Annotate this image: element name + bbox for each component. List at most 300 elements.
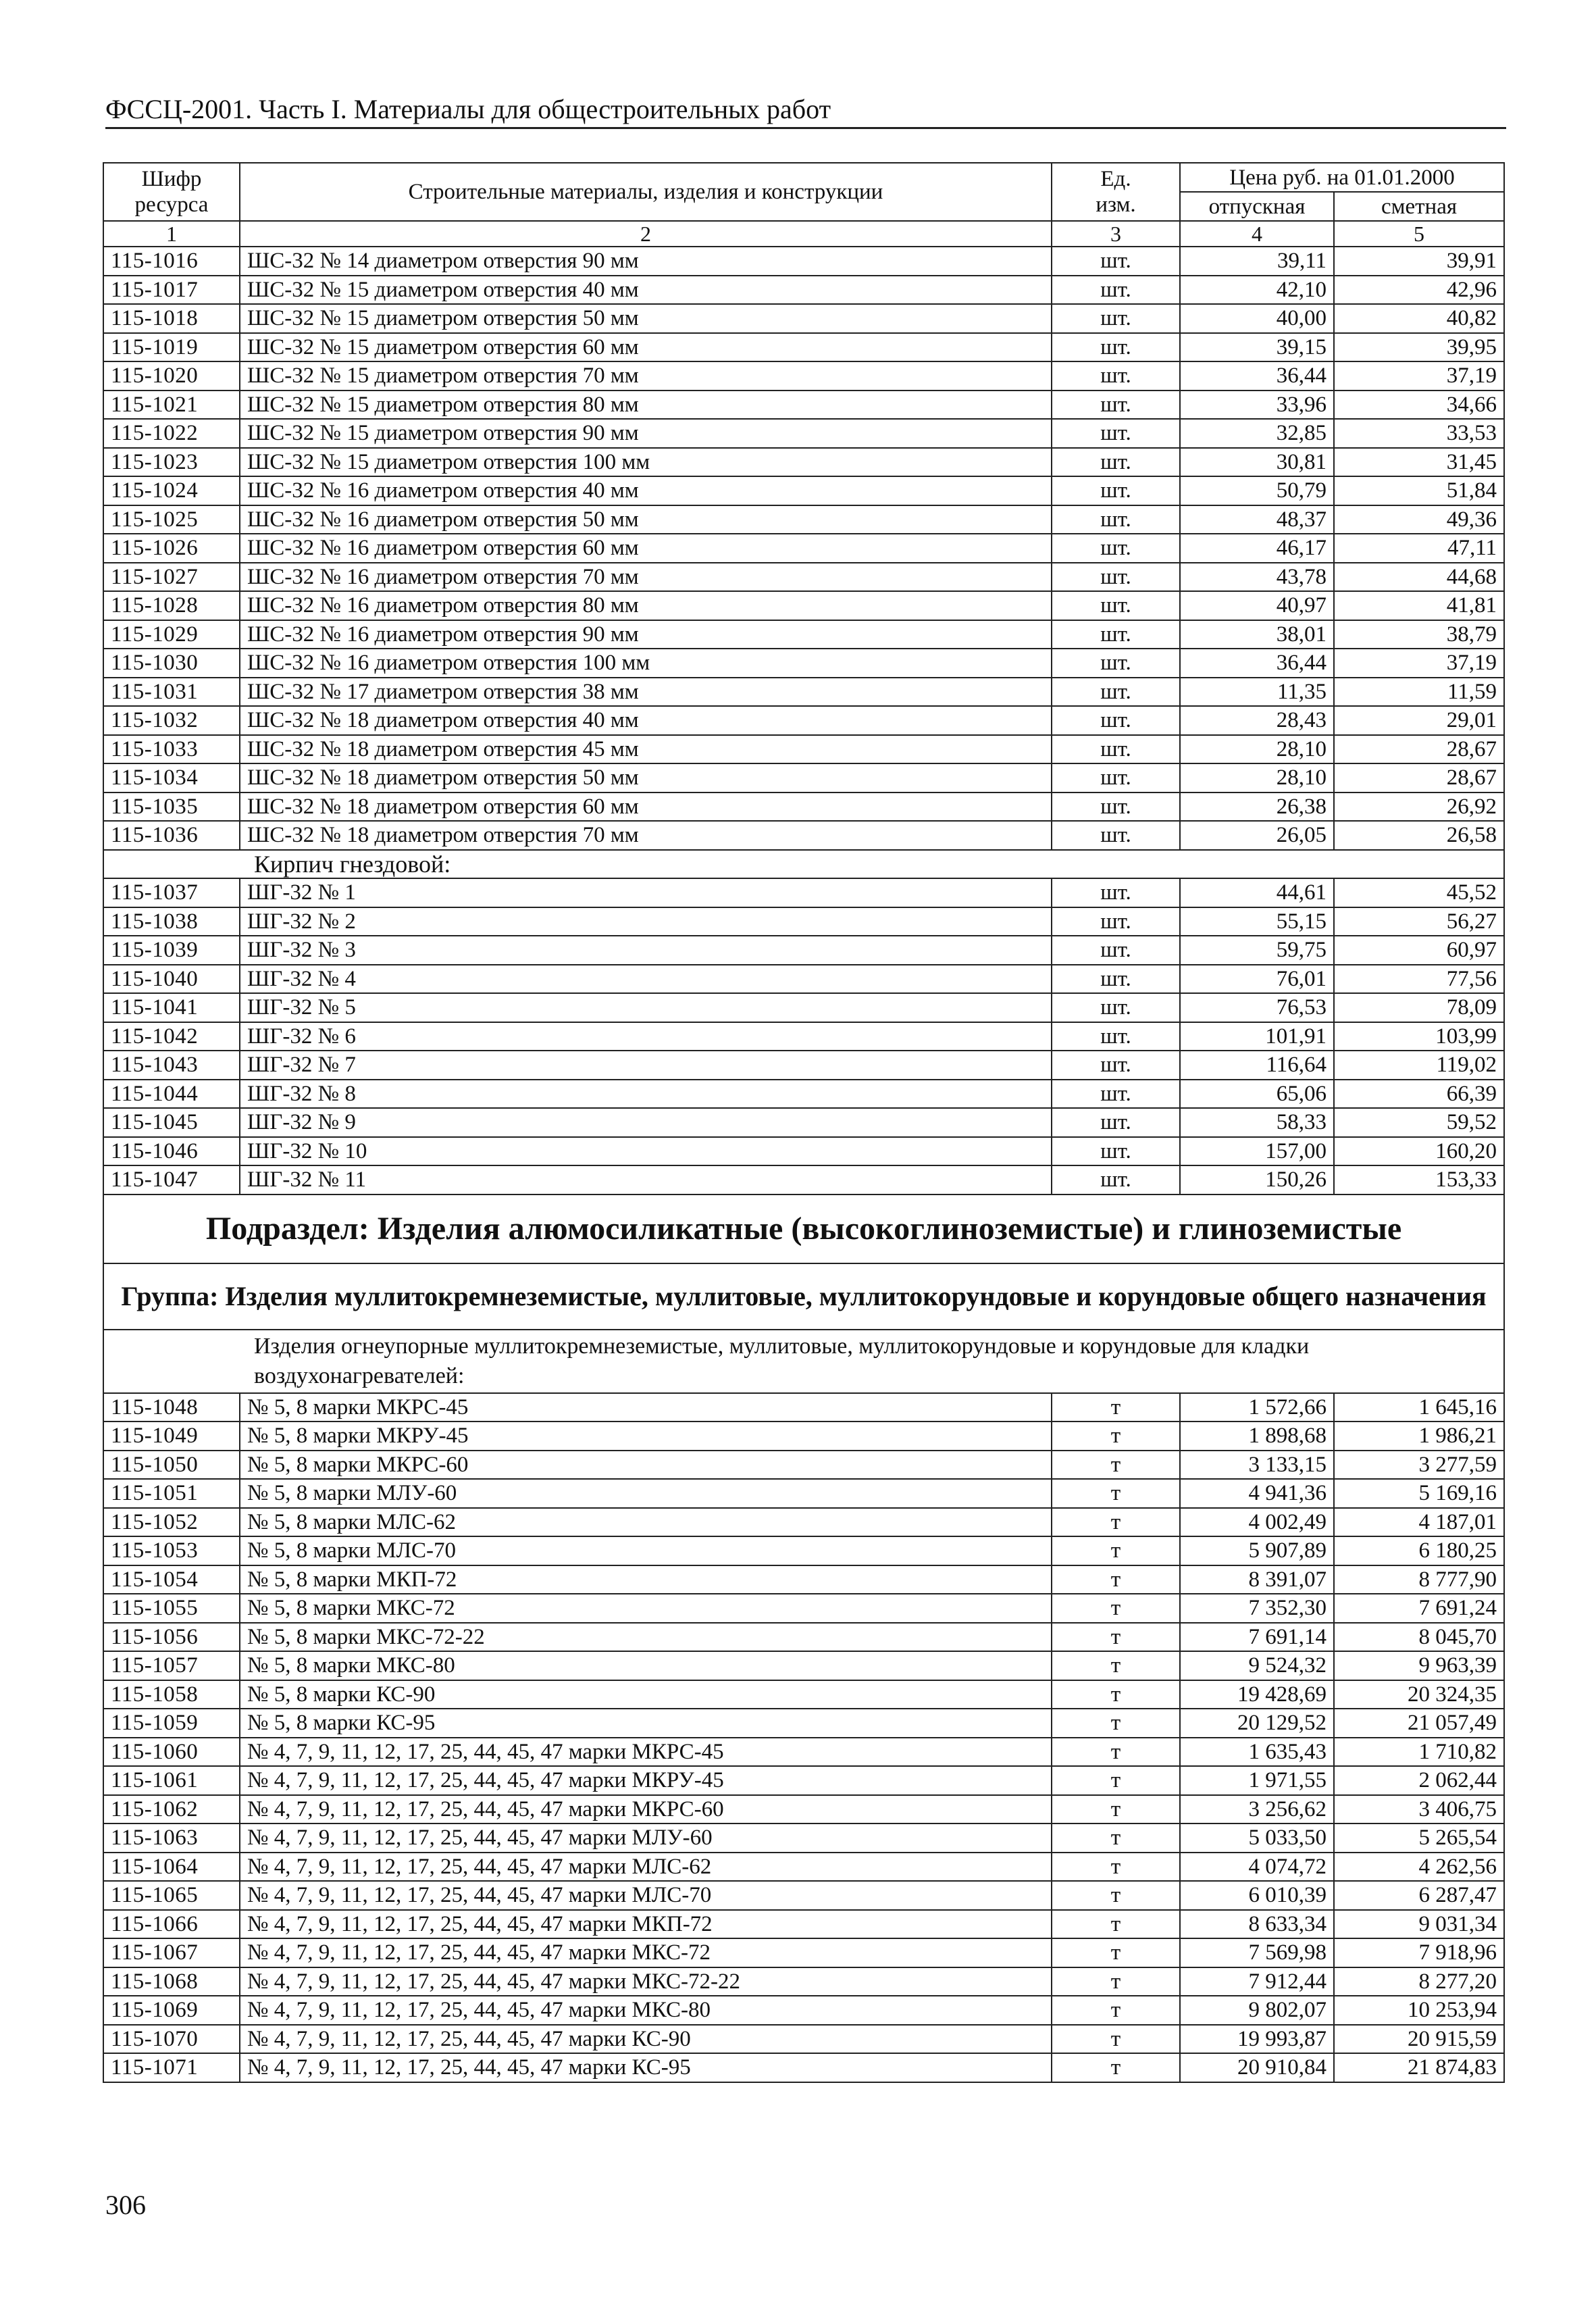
- cell-estimate-price: 29,01: [1334, 706, 1504, 735]
- cell-release-price: 36,44: [1180, 649, 1334, 678]
- cell-name: ШС-32 № 16 диаметром отверстия 40 мм: [240, 476, 1052, 505]
- cell-code: 115-1033: [103, 735, 240, 764]
- cell-name: № 4, 7, 9, 11, 12, 17, 25, 44, 45, 47 марки МЛС-70: [240, 1881, 1052, 1910]
- table-row: [103, 361, 1504, 391]
- cell-code: 115-1057: [103, 1651, 240, 1680]
- cell-name: ШС-32 № 15 диаметром отверстия 50 мм: [240, 304, 1052, 333]
- cell-estimate-price: 34,66: [1334, 391, 1504, 420]
- cell-unit: шт.: [1052, 1022, 1180, 1051]
- cell-code: 115-1025: [103, 505, 240, 534]
- cell-release-price: 39,15: [1180, 333, 1334, 362]
- col-unit-header: Ед. изм.: [1052, 163, 1180, 221]
- cell-release-price: 26,38: [1180, 793, 1334, 822]
- cell-estimate-price: 39,91: [1334, 247, 1504, 276]
- cell-name: ШС-32 № 16 диаметром отверстия 100 мм: [240, 649, 1052, 678]
- cell-release-price: 19 993,87: [1180, 2025, 1334, 2054]
- cell-estimate-price: 42,96: [1334, 276, 1504, 305]
- cell-name: № 5, 8 марки МКС-80: [240, 1651, 1052, 1680]
- table-row: [103, 591, 1504, 620]
- cell-code: 115-1053: [103, 1536, 240, 1565]
- cell-estimate-price: 44,68: [1334, 563, 1504, 592]
- cell-code: 115-1059: [103, 1709, 240, 1738]
- cell-estimate-price: 38,79: [1334, 620, 1504, 649]
- page-number: 306: [105, 2190, 146, 2220]
- col-release-header: отпускная: [1180, 192, 1334, 221]
- cell-estimate-price: 47,11: [1334, 534, 1504, 563]
- cell-estimate-price: 5 169,16: [1334, 1479, 1504, 1508]
- cell-name: ШГ-32 № 8: [240, 1080, 1052, 1109]
- cell-release-price: 5 907,89: [1180, 1536, 1334, 1565]
- cell-name: № 5, 8 марки МКП-72: [240, 1565, 1052, 1594]
- table-row: [103, 1910, 1504, 1939]
- cell-name: № 4, 7, 9, 11, 12, 17, 25, 44, 45, 47 марки МКП-72: [240, 1910, 1052, 1939]
- cell-estimate-price: 41,81: [1334, 591, 1504, 620]
- table-row: [103, 1165, 1504, 1194]
- cell-name: ШГ-32 № 4: [240, 965, 1052, 994]
- cell-release-price: 48,37: [1180, 505, 1334, 534]
- cell-release-price: 116,64: [1180, 1051, 1334, 1080]
- table-row: [103, 620, 1504, 649]
- cell-estimate-price: 28,67: [1334, 735, 1504, 764]
- cell-code: 115-1071: [103, 2053, 240, 2082]
- cell-unit: шт.: [1052, 1165, 1180, 1194]
- cell-name: № 5, 8 марки МКРУ-45: [240, 1422, 1052, 1451]
- cell-name: ШС-32 № 16 диаметром отверстия 60 мм: [240, 534, 1052, 563]
- cell-release-price: 9 524,32: [1180, 1651, 1334, 1680]
- cell-estimate-price: 4 262,56: [1334, 1853, 1504, 1882]
- cell-code: 115-1032: [103, 706, 240, 735]
- col-name-header: Строительные материалы, изделия и конструкции: [240, 163, 1052, 221]
- cell-estimate-price: 153,33: [1334, 1165, 1504, 1194]
- cell-estimate-price: 103,99: [1334, 1022, 1504, 1051]
- subsection-title: Подраздел: Изделия алюмосиликатные (высокоглиноземистые) и глиноземистые: [103, 1194, 1504, 1263]
- cell-code: 115-1016: [103, 247, 240, 276]
- cell-name: ШС-32 № 18 диаметром отверстия 45 мм: [240, 735, 1052, 764]
- cell-name: № 5, 8 марки МКРС-45: [240, 1393, 1052, 1422]
- cell-estimate-price: 3 406,75: [1334, 1795, 1504, 1824]
- cell-name: № 4, 7, 9, 11, 12, 17, 25, 44, 45, 47 марки КС-95: [240, 2053, 1052, 2082]
- cell-name: ШГ-32 № 6: [240, 1022, 1052, 1051]
- cell-estimate-price: 39,95: [1334, 333, 1504, 362]
- section-label-row: [103, 850, 1504, 879]
- cell-code: 115-1046: [103, 1137, 240, 1166]
- cell-estimate-price: 59,52: [1334, 1108, 1504, 1137]
- table-row: [103, 878, 1504, 907]
- cell-release-price: 5 033,50: [1180, 1823, 1334, 1853]
- cell-estimate-price: 1 986,21: [1334, 1422, 1504, 1451]
- cell-estimate-price: 56,27: [1334, 907, 1504, 936]
- cell-unit: шт.: [1052, 333, 1180, 362]
- table-row: [103, 735, 1504, 764]
- cell-code: 115-1064: [103, 1853, 240, 1882]
- cell-estimate-price: 1 710,82: [1334, 1738, 1504, 1767]
- cell-name: № 4, 7, 9, 11, 12, 17, 25, 44, 45, 47 марки МЛС-62: [240, 1853, 1052, 1882]
- cell-code: 115-1022: [103, 419, 240, 448]
- cell-release-price: 4 074,72: [1180, 1853, 1334, 1882]
- cell-code: 115-1027: [103, 563, 240, 592]
- cell-unit: т: [1052, 2053, 1180, 2082]
- cell-code: 115-1042: [103, 1022, 240, 1051]
- cell-estimate-price: 9 963,39: [1334, 1651, 1504, 1680]
- col-price-header: Цена руб. на 01.01.2000: [1180, 163, 1504, 192]
- table-row: [103, 1594, 1504, 1623]
- cell-estimate-price: 21 057,49: [1334, 1709, 1504, 1738]
- cell-estimate-price: 33,53: [1334, 419, 1504, 448]
- cell-release-price: 19 428,69: [1180, 1680, 1334, 1709]
- cell-code: 115-1017: [103, 276, 240, 305]
- table-row: [103, 1108, 1504, 1137]
- cell-estimate-price: 9 031,34: [1334, 1910, 1504, 1939]
- cell-unit: т: [1052, 1823, 1180, 1853]
- table-row: [103, 965, 1504, 994]
- cell-estimate-price: 21 874,83: [1334, 2053, 1504, 2082]
- cell-name: № 5, 8 марки МЛУ-60: [240, 1479, 1052, 1508]
- table-row: [103, 1137, 1504, 1166]
- section-label: Кирпич гнездовой:: [103, 850, 1504, 879]
- table-row: [103, 1709, 1504, 1738]
- table-row: [103, 1022, 1504, 1051]
- cell-estimate-price: 66,39: [1334, 1080, 1504, 1109]
- table-row: [103, 1680, 1504, 1709]
- cell-name: ШГ-32 № 2: [240, 907, 1052, 936]
- table-row: [103, 821, 1504, 850]
- cell-code: 115-1041: [103, 993, 240, 1022]
- cell-code: 115-1020: [103, 361, 240, 391]
- cell-code: 115-1055: [103, 1594, 240, 1623]
- table-row: [103, 706, 1504, 735]
- cell-release-price: 28,10: [1180, 735, 1334, 764]
- table-row: [103, 247, 1504, 276]
- cell-name: ШС-32 № 16 диаметром отверстия 80 мм: [240, 591, 1052, 620]
- cell-unit: шт.: [1052, 936, 1180, 965]
- table-row: [103, 1766, 1504, 1795]
- cell-release-price: 3 256,62: [1180, 1795, 1334, 1824]
- cell-code: 115-1029: [103, 620, 240, 649]
- table-row: [103, 1853, 1504, 1882]
- table-row: [103, 1738, 1504, 1767]
- col-code-header: Шифр ресурса: [103, 163, 240, 221]
- cell-code: 115-1069: [103, 1996, 240, 2025]
- cell-unit: шт.: [1052, 304, 1180, 333]
- cell-code: 115-1034: [103, 763, 240, 793]
- cell-estimate-price: 60,97: [1334, 936, 1504, 965]
- cell-unit: шт.: [1052, 907, 1180, 936]
- table-row: [103, 907, 1504, 936]
- cell-estimate-price: 6 287,47: [1334, 1881, 1504, 1910]
- table-row: [103, 563, 1504, 592]
- table-row: [103, 304, 1504, 333]
- cell-code: 115-1068: [103, 1967, 240, 1996]
- cell-unit: шт.: [1052, 878, 1180, 907]
- cell-estimate-price: 49,36: [1334, 505, 1504, 534]
- cell-code: 115-1031: [103, 678, 240, 707]
- table-row: [103, 1536, 1504, 1565]
- cell-release-price: 26,05: [1180, 821, 1334, 850]
- cell-release-price: 20 129,52: [1180, 1709, 1334, 1738]
- cell-release-price: 59,75: [1180, 936, 1334, 965]
- cell-estimate-price: 45,52: [1334, 878, 1504, 907]
- table-row: [103, 534, 1504, 563]
- cell-unit: шт.: [1052, 591, 1180, 620]
- cell-release-price: 20 910,84: [1180, 2053, 1334, 2082]
- cell-unit: шт.: [1052, 993, 1180, 1022]
- cell-release-price: 50,79: [1180, 476, 1334, 505]
- cell-estimate-price: 3 277,59: [1334, 1451, 1504, 1480]
- cell-name: № 4, 7, 9, 11, 12, 17, 25, 44, 45, 47 марки МКС-72-22: [240, 1967, 1052, 1996]
- cell-estimate-price: 31,45: [1334, 448, 1504, 477]
- cell-unit: т: [1052, 1680, 1180, 1709]
- cell-name: ШС-32 № 16 диаметром отверстия 70 мм: [240, 563, 1052, 592]
- cell-name: № 4, 7, 9, 11, 12, 17, 25, 44, 45, 47 марки МКС-72: [240, 1938, 1052, 1967]
- cell-release-price: 40,97: [1180, 591, 1334, 620]
- cell-release-price: 11,35: [1180, 678, 1334, 707]
- cell-unit: т: [1052, 1623, 1180, 1652]
- price-table: [103, 162, 1505, 2083]
- cell-estimate-price: 20 915,59: [1334, 2025, 1504, 2054]
- cell-unit: шт.: [1052, 391, 1180, 420]
- cell-unit: шт.: [1052, 620, 1180, 649]
- cell-name: № 5, 8 марки КС-95: [240, 1709, 1052, 1738]
- table-row: [103, 419, 1504, 448]
- cell-code: 115-1052: [103, 1508, 240, 1537]
- cell-estimate-price: 10 253,94: [1334, 1996, 1504, 2025]
- cell-unit: т: [1052, 2025, 1180, 2054]
- cell-estimate-price: 37,19: [1334, 649, 1504, 678]
- cell-name: ШС-32 № 14 диаметром отверстия 90 мм: [240, 247, 1052, 276]
- cell-code: 115-1050: [103, 1451, 240, 1480]
- table-row: [103, 649, 1504, 678]
- cell-release-price: 76,53: [1180, 993, 1334, 1022]
- cell-code: 115-1026: [103, 534, 240, 563]
- cell-unit: т: [1052, 1996, 1180, 2025]
- cell-name: ШГ-32 № 10: [240, 1137, 1052, 1166]
- cell-unit: шт.: [1052, 247, 1180, 276]
- page-header: ФССЦ-2001. Часть I. Материалы для общестроительных работ: [105, 92, 1506, 129]
- group-label-row: [103, 1330, 1504, 1393]
- cell-release-price: 28,43: [1180, 706, 1334, 735]
- cell-unit: шт.: [1052, 1137, 1180, 1166]
- cell-unit: шт.: [1052, 505, 1180, 534]
- cell-release-price: 1 898,68: [1180, 1422, 1334, 1451]
- cell-release-price: 7 912,44: [1180, 1967, 1334, 1996]
- cell-unit: т: [1052, 1795, 1180, 1824]
- cell-estimate-price: 26,92: [1334, 793, 1504, 822]
- cell-code: 115-1036: [103, 821, 240, 850]
- cell-release-price: 33,96: [1180, 391, 1334, 420]
- table-row: [103, 1565, 1504, 1594]
- cell-unit: т: [1052, 1508, 1180, 1537]
- cell-code: 115-1065: [103, 1881, 240, 1910]
- cell-name: ШГ-32 № 3: [240, 936, 1052, 965]
- cell-code: 115-1035: [103, 793, 240, 822]
- cell-release-price: 7 691,14: [1180, 1623, 1334, 1652]
- cell-code: 115-1062: [103, 1795, 240, 1824]
- cell-estimate-price: 78,09: [1334, 993, 1504, 1022]
- table-row: [103, 1795, 1504, 1824]
- cell-release-price: 1 572,66: [1180, 1393, 1334, 1422]
- cell-unit: т: [1052, 1479, 1180, 1508]
- cell-unit: шт.: [1052, 534, 1180, 563]
- cell-name: ШС-32 № 15 диаметром отверстия 90 мм: [240, 419, 1052, 448]
- cell-name: № 5, 8 марки МКРС-60: [240, 1451, 1052, 1480]
- cell-name: № 4, 7, 9, 11, 12, 17, 25, 44, 45, 47 марки МКРС-45: [240, 1738, 1052, 1767]
- table-row: [103, 993, 1504, 1022]
- cell-estimate-price: 40,82: [1334, 304, 1504, 333]
- cell-release-price: 43,78: [1180, 563, 1334, 592]
- cell-name: № 4, 7, 9, 11, 12, 17, 25, 44, 45, 47 марки МКРС-60: [240, 1795, 1052, 1824]
- cell-release-price: 4 002,49: [1180, 1508, 1334, 1537]
- cell-unit: шт.: [1052, 276, 1180, 305]
- cell-name: ШС-32 № 18 диаметром отверстия 50 мм: [240, 763, 1052, 793]
- cell-name: ШС-32 № 15 диаметром отверстия 60 мм: [240, 333, 1052, 362]
- table-row: [103, 2053, 1504, 2082]
- cell-name: ШС-32 № 15 диаметром отверстия 80 мм: [240, 391, 1052, 420]
- cell-name: ШС-32 № 15 диаметром отверстия 100 мм: [240, 448, 1052, 477]
- cell-name: № 5, 8 марки МКС-72-22: [240, 1623, 1052, 1652]
- cell-release-price: 7 569,98: [1180, 1938, 1334, 1967]
- cell-name: ШГ-32 № 5: [240, 993, 1052, 1022]
- cell-release-price: 65,06: [1180, 1080, 1334, 1109]
- cell-code: 115-1037: [103, 878, 240, 907]
- cell-estimate-price: 7 691,24: [1334, 1594, 1504, 1623]
- table-row: [103, 1080, 1504, 1109]
- cell-unit: т: [1052, 1910, 1180, 1939]
- cell-release-price: 46,17: [1180, 534, 1334, 563]
- table-row: [103, 1393, 1504, 1422]
- cell-unit: шт.: [1052, 735, 1180, 764]
- cell-name: ШС-32 № 16 диаметром отверстия 50 мм: [240, 505, 1052, 534]
- table-row: [103, 1479, 1504, 1508]
- cell-code: 115-1070: [103, 2025, 240, 2054]
- cell-estimate-price: 6 180,25: [1334, 1536, 1504, 1565]
- cell-release-price: 9 802,07: [1180, 1996, 1334, 2025]
- cell-code: 115-1049: [103, 1422, 240, 1451]
- table-row: [103, 1881, 1504, 1910]
- table-row: [103, 763, 1504, 793]
- cell-release-price: 36,44: [1180, 361, 1334, 391]
- table-row: [103, 505, 1504, 534]
- cell-unit: шт.: [1052, 448, 1180, 477]
- cell-estimate-price: 4 187,01: [1334, 1508, 1504, 1537]
- cell-release-price: 76,01: [1180, 965, 1334, 994]
- col-estimate-header: сметная: [1334, 192, 1504, 221]
- cell-estimate-price: 28,67: [1334, 763, 1504, 793]
- cell-release-price: 39,11: [1180, 247, 1334, 276]
- cell-release-price: 1 635,43: [1180, 1738, 1334, 1767]
- cell-code: 115-1061: [103, 1766, 240, 1795]
- cell-code: 115-1067: [103, 1938, 240, 1967]
- cell-code: 115-1044: [103, 1080, 240, 1109]
- cell-code: 115-1054: [103, 1565, 240, 1594]
- table-row: [103, 1508, 1504, 1537]
- cell-code: 115-1021: [103, 391, 240, 420]
- cell-name: № 4, 7, 9, 11, 12, 17, 25, 44, 45, 47 марки МКС-80: [240, 1996, 1052, 2025]
- cell-name: № 5, 8 марки МКС-72: [240, 1594, 1052, 1623]
- cell-estimate-price: 8 277,20: [1334, 1967, 1504, 1996]
- cell-unit: т: [1052, 1594, 1180, 1623]
- cell-estimate-price: 8 777,90: [1334, 1565, 1504, 1594]
- cell-estimate-price: 2 062,44: [1334, 1766, 1504, 1795]
- cell-unit: т: [1052, 1881, 1180, 1910]
- cell-name: ШГ-32 № 11: [240, 1165, 1052, 1194]
- cell-code: 115-1043: [103, 1051, 240, 1080]
- cell-name: ШГ-32 № 7: [240, 1051, 1052, 1080]
- cell-code: 115-1045: [103, 1108, 240, 1137]
- cell-code: 115-1028: [103, 591, 240, 620]
- cell-unit: шт.: [1052, 965, 1180, 994]
- cell-release-price: 101,91: [1180, 1022, 1334, 1051]
- cell-unit: шт.: [1052, 1080, 1180, 1109]
- cell-code: 115-1038: [103, 907, 240, 936]
- cell-estimate-price: 51,84: [1334, 476, 1504, 505]
- cell-code: 115-1051: [103, 1479, 240, 1508]
- cell-release-price: 58,33: [1180, 1108, 1334, 1137]
- cell-code: 115-1024: [103, 476, 240, 505]
- column-numbers-row: 1 2 3 4 5: [103, 221, 1504, 247]
- cell-name: № 4, 7, 9, 11, 12, 17, 25, 44, 45, 47 марки МЛУ-60: [240, 1823, 1052, 1853]
- cell-release-price: 7 352,30: [1180, 1594, 1334, 1623]
- cell-name: ШС-32 № 15 диаметром отверстия 70 мм: [240, 361, 1052, 391]
- cell-name: ШС-32 № 15 диаметром отверстия 40 мм: [240, 276, 1052, 305]
- cell-unit: т: [1052, 1709, 1180, 1738]
- cell-unit: т: [1052, 1422, 1180, 1451]
- cell-code: 115-1018: [103, 304, 240, 333]
- cell-estimate-price: 160,20: [1334, 1137, 1504, 1166]
- table-row: [103, 793, 1504, 822]
- cell-code: 115-1040: [103, 965, 240, 994]
- table-row: [103, 1051, 1504, 1080]
- cell-unit: т: [1052, 1853, 1180, 1882]
- cell-unit: шт.: [1052, 1108, 1180, 1137]
- cell-unit: шт.: [1052, 821, 1180, 850]
- cell-release-price: 32,85: [1180, 419, 1334, 448]
- cell-code: 115-1023: [103, 448, 240, 477]
- table-row: [103, 333, 1504, 362]
- cell-name: № 5, 8 марки КС-90: [240, 1680, 1052, 1709]
- table-row: [103, 276, 1504, 305]
- subsection-title-row: [103, 1194, 1504, 1263]
- cell-release-price: 38,01: [1180, 620, 1334, 649]
- cell-release-price: 42,10: [1180, 276, 1334, 305]
- cell-unit: шт.: [1052, 678, 1180, 707]
- table-row: [103, 1651, 1504, 1680]
- cell-release-price: 44,61: [1180, 878, 1334, 907]
- table-row: [103, 936, 1504, 965]
- table-row: [103, 1451, 1504, 1480]
- cell-unit: шт.: [1052, 476, 1180, 505]
- cell-unit: шт.: [1052, 793, 1180, 822]
- cell-unit: шт.: [1052, 361, 1180, 391]
- cell-release-price: 8 633,34: [1180, 1910, 1334, 1939]
- cell-release-price: 3 133,15: [1180, 1451, 1334, 1480]
- cell-code: 115-1048: [103, 1393, 240, 1422]
- cell-estimate-price: 11,59: [1334, 678, 1504, 707]
- cell-release-price: 40,00: [1180, 304, 1334, 333]
- cell-estimate-price: 5 265,54: [1334, 1823, 1504, 1853]
- group-title-row: [103, 1263, 1504, 1330]
- table-row: [103, 1996, 1504, 2025]
- cell-unit: т: [1052, 1766, 1180, 1795]
- cell-code: 115-1060: [103, 1738, 240, 1767]
- cell-unit: т: [1052, 1565, 1180, 1594]
- cell-estimate-price: 37,19: [1334, 361, 1504, 391]
- cell-unit: шт.: [1052, 1051, 1180, 1080]
- cell-name: ШС-32 № 17 диаметром отверстия 38 мм: [240, 678, 1052, 707]
- cell-estimate-price: 8 045,70: [1334, 1623, 1504, 1652]
- group-label: Изделия огнеупорные муллитокремнеземистые, муллитовые, муллитокорундовые и корундовые для кладки воздухонагревателей:: [103, 1330, 1504, 1393]
- cell-code: 115-1066: [103, 1910, 240, 1939]
- cell-unit: т: [1052, 1536, 1180, 1565]
